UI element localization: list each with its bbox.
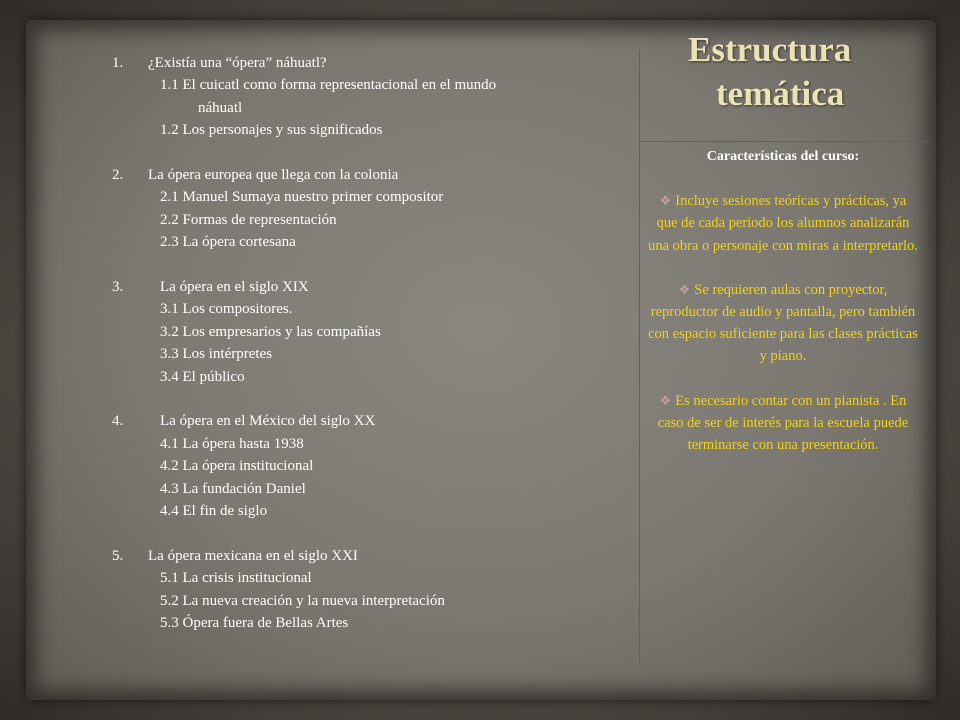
section-4 <box>80 410 620 432</box>
section-number: 5. <box>112 547 124 564</box>
subsection <box>80 209 620 231</box>
characteristic-item <box>648 190 918 257</box>
subsection <box>80 343 620 365</box>
section-number: 4. <box>112 413 124 430</box>
subsection <box>80 590 620 612</box>
characteristic-item <box>648 279 918 368</box>
horizontal-divider <box>639 141 929 142</box>
subsection-text: 2.3 La ópera cortesana <box>160 234 296 251</box>
subsection <box>80 612 620 634</box>
subsection-text: 5.2 La nueva creación y la nueva interpretación <box>160 592 445 609</box>
title-line-2: temática <box>716 74 845 113</box>
subsection <box>80 321 620 343</box>
slide-title <box>660 28 920 116</box>
subsection-text: 4.1 La ópera hasta 1938 <box>160 435 304 452</box>
characteristic-text: Es necesario contar con un pianista . En caso de ser de interés para la escuela puede terminarse con una presentación. <box>657 392 909 454</box>
subsection-text: 3.4 El público <box>160 368 245 385</box>
subsection <box>80 298 620 320</box>
subsection <box>80 119 620 141</box>
section-title: La ópera en el México del siglo XX <box>160 413 376 430</box>
diamond-bullet-icon: ❖ <box>678 281 691 297</box>
subsection-text: 2.2 Formas de representación <box>160 211 337 228</box>
subsection <box>80 500 620 522</box>
subsection-text: 3.2 Los empresarios y las compañías <box>160 323 381 340</box>
section-number: 3. <box>112 279 124 296</box>
section-title: ¿Existía una “ópera” náhuatl? <box>148 55 327 71</box>
subsection-text: 2.1 Manuel Sumaya nuestro primer compositor <box>160 189 444 206</box>
section-3 <box>80 276 620 298</box>
characteristics-heading: Características del curso: <box>706 149 860 164</box>
subsection <box>80 433 620 455</box>
title-line-1: Estructura <box>688 30 852 69</box>
subsection <box>80 231 620 253</box>
subsection <box>80 455 620 477</box>
section-title: La ópera europea que llega con la colonia <box>148 167 399 184</box>
section-1 <box>80 52 620 74</box>
subsection-continuation <box>80 97 620 119</box>
subsection <box>80 74 620 96</box>
course-characteristics <box>648 146 918 456</box>
characteristic-item <box>648 390 918 457</box>
subsection-text: 4.4 El fin de siglo <box>160 503 268 520</box>
subsection-text: 4.2 La ópera institucional <box>160 458 314 475</box>
subsection-text: 4.3 La fundación Daniel <box>160 480 306 497</box>
section-title: La ópera en el siglo XIX <box>160 279 309 296</box>
section-title: La ópera mexicana en el siglo XXI <box>148 547 358 564</box>
subsection <box>80 567 620 589</box>
subsection-text: 5.1 La crisis institucional <box>160 570 312 587</box>
subsection-text: 1.2 Los personajes y sus significados <box>160 122 383 139</box>
subsection-text: 1.1 El cuicatl como forma representacional en el mundo <box>160 77 497 94</box>
diamond-bullet-icon: ❖ <box>659 193 672 209</box>
characteristic-text: Se requieren aulas con proyector, reproductor de audio y pantalla, pero también con espacio suficiente para las clases prácticas y piano. <box>648 281 918 365</box>
subsection-text: 3.3 Los intérpretes <box>160 346 273 363</box>
diamond-bullet-icon: ❖ <box>659 392 672 408</box>
section-number: 2. <box>112 167 124 184</box>
subsection-text: 5.3 Ópera fuera de Bellas Artes <box>160 615 349 632</box>
subsection <box>80 366 620 388</box>
section-number: 1. <box>112 55 124 71</box>
section-5 <box>80 545 620 567</box>
section-2 <box>80 164 620 186</box>
subsection <box>80 478 620 500</box>
course-outline <box>80 52 620 635</box>
subsection-text: náhuatl <box>198 99 243 116</box>
subsection-text: 3.1 Los compositores. <box>160 301 293 318</box>
subsection <box>80 186 620 208</box>
characteristic-text: Incluye sesiones teóricas y prácticas, ya que de cada periodo los alumnos analizarán una obra o personaje con miras a interpretarlo. <box>648 193 918 254</box>
